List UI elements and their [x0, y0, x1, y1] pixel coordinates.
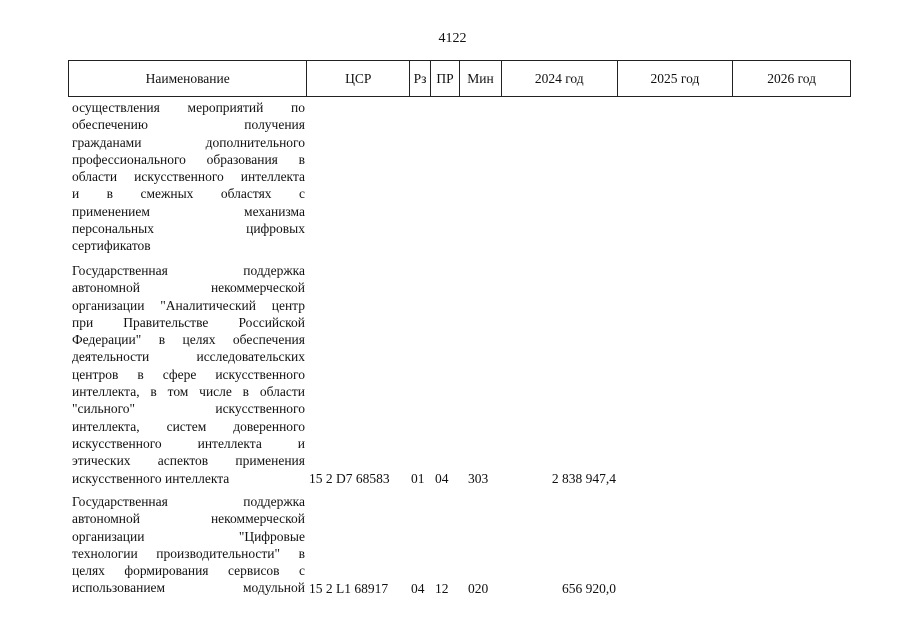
- row-rz: 01: [411, 470, 425, 486]
- row-name-line: и в смежных областях с: [72, 186, 305, 202]
- row-name-line: персональных цифровых: [72, 221, 305, 237]
- row-name-line: целях формирования сервисов с: [72, 563, 305, 579]
- header-2024: 2024 год: [502, 61, 618, 96]
- row-min: 303: [468, 470, 489, 486]
- row-name-line: автономной некоммерческой: [72, 511, 305, 527]
- header-rz: Рз: [410, 61, 431, 96]
- row-name-line: обеспечению получения: [72, 117, 305, 133]
- row-name-line: деятельности исследовательских: [72, 349, 305, 365]
- row-name-line: технологии производительности" в: [72, 545, 305, 561]
- row-name-line: сертификатов: [72, 238, 151, 254]
- row-name-line: Государственная поддержка: [72, 494, 305, 509]
- table-row: [72, 99, 632, 259]
- header-pr: ПР: [431, 61, 460, 96]
- row-name-line: организации "Цифровые: [72, 528, 305, 544]
- row-csr: 15 2 L1 68917: [309, 580, 389, 596]
- row-pr: 04: [435, 470, 449, 486]
- header-name: Наименование: [69, 61, 307, 96]
- row-name-line: интеллекта, в том числе в области: [72, 384, 305, 400]
- table-row: [72, 262, 632, 487]
- row-name-line: этических аспектов применения: [72, 453, 305, 469]
- row-name-line: при Правительстве Российской: [72, 314, 305, 330]
- row-pr: 12: [435, 580, 449, 596]
- row-name-line: Федерации" в целях обеспечения: [72, 332, 305, 348]
- row-2024: 2 838 947,4: [551, 470, 616, 486]
- row-name-line: области искусственного интеллекта: [72, 169, 305, 185]
- row-name-line: автономной некоммерческой: [72, 280, 305, 296]
- row-name-line: искусственного интеллекта: [72, 470, 230, 486]
- row-name-line: использованием модульной: [72, 580, 305, 596]
- header-min: Мин: [460, 61, 502, 96]
- row-name-line: применением механизма: [72, 203, 305, 219]
- row-name-line: интеллекта, систем доверенного: [72, 418, 305, 434]
- header-2025: 2025 год: [618, 61, 734, 96]
- row-rz: 04: [411, 580, 425, 596]
- row-name-line: искусственного интеллекта и: [72, 435, 305, 451]
- row-name: [72, 493, 305, 597]
- table-row: [72, 493, 632, 603]
- row-name-line: организации "Аналитический центр: [72, 297, 305, 313]
- row-name: [72, 262, 305, 487]
- row-name-line: профессионального образования в: [72, 151, 305, 167]
- row-name-line: осуществления мероприятий по: [72, 100, 305, 115]
- row-2024: 656 920,0: [562, 580, 616, 596]
- header-2026: 2026 год: [767, 70, 817, 86]
- row-min: 020: [468, 580, 489, 596]
- row-name: [72, 99, 305, 255]
- table-header: [68, 60, 851, 97]
- row-name-line: гражданами дополнительного: [72, 134, 305, 150]
- page-number: 4122: [438, 31, 467, 46]
- row-name-line: Государственная поддержка: [72, 263, 305, 278]
- header-csr: ЦСР: [307, 61, 410, 96]
- row-name-line: центров в сфере искусственного: [72, 366, 305, 382]
- row-name-line: "сильного" искусственного: [72, 401, 305, 417]
- row-csr: 15 2 D7 68583: [309, 470, 390, 486]
